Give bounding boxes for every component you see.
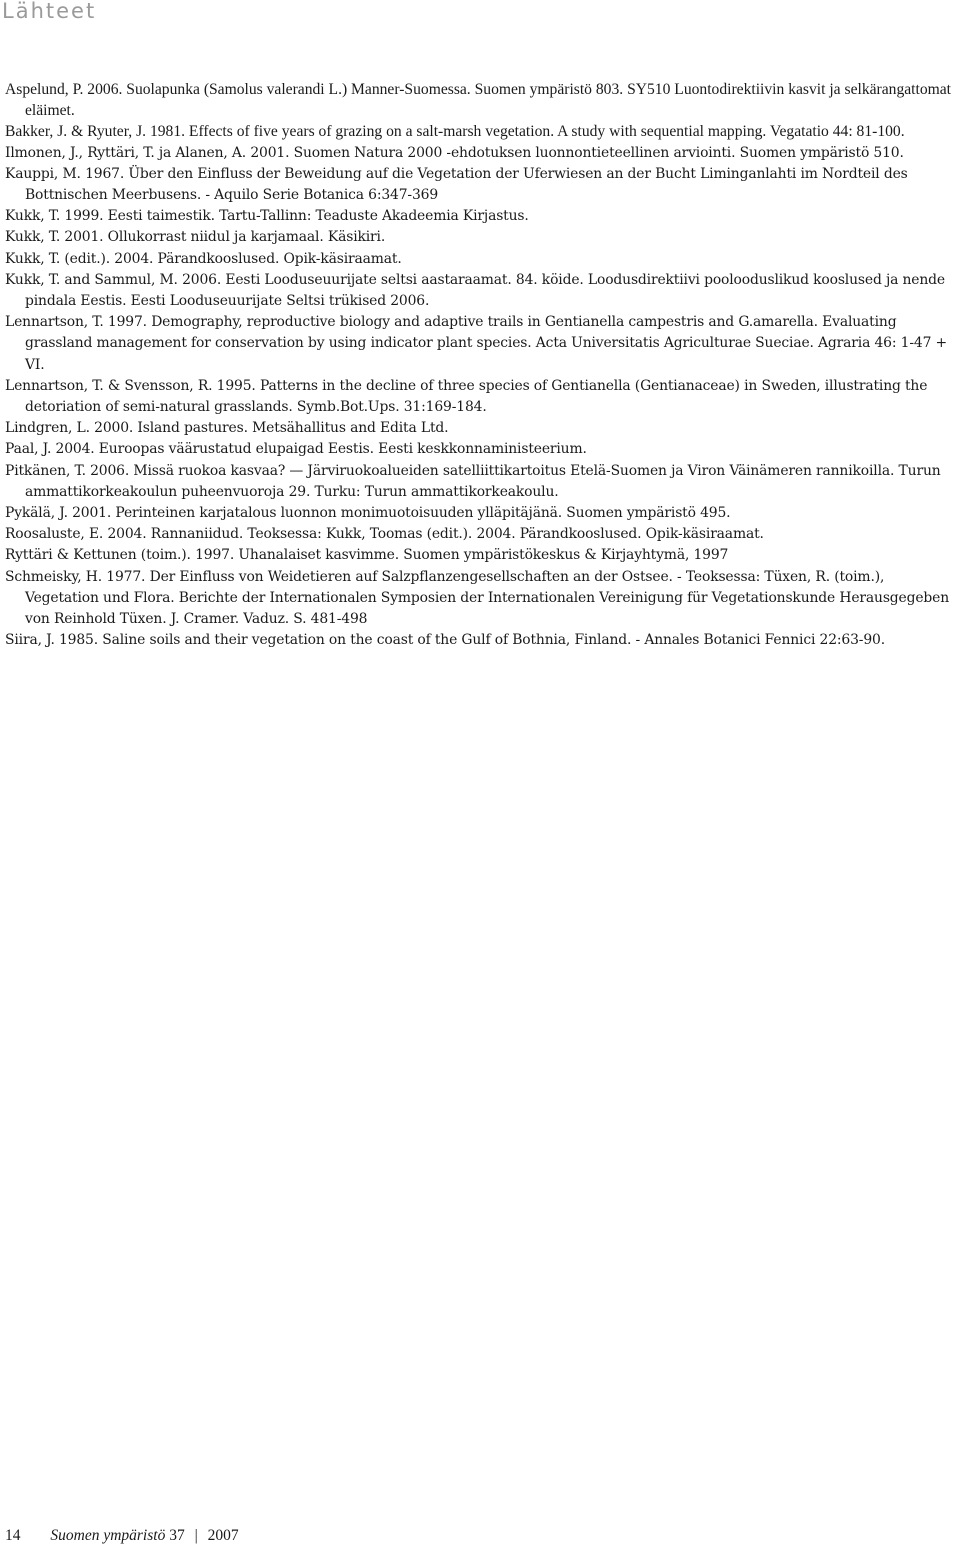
reference-item: Roosaluste, E. 2004. Rannaniidud. Teoksessa: Kukk, Toomas (edit.). 2004. Pärandkooslused. Opik-käsiraamat. (5, 526, 764, 543)
reference-item: Pitkänen, T. 2006. Missä ruokoa kasvaa? — Järviruokoalueiden satelliittikartoitus Etelä-Suomen ja Viron Väinämeren rannikoilla. Turun ammattikorkeakoulun puheenvuoroja 29. Turku: Turun ammattikorkeakoulu. (5, 462, 941, 500)
reference-item: Lindgren, L. 2000. Island pastures. Metsähallitus and Edita Ltd. (5, 420, 449, 437)
journal-year: 2007 (207, 1527, 239, 1544)
reference-item: Siira, J. 1985. Saline soils and their vegetation on the coast of the Gulf of Bothnia, Finland. - Annales Botanici Fennici 22:63-90. (5, 632, 885, 649)
reference-item: Ryttäri & Kettunen (toim.). 1997. Uhanalaiset kasvimme. Suomen ympäristökeskus & Kirjayhtymä, 1997 (5, 547, 729, 564)
reference-item: Lennartson, T. & Svensson, R. 1995. Patterns in the decline of three species of Gentianella (Gentianaceae) in Sweden, illustrating the detoriation of semi-natural grasslands. Symb.Bot.Ups. 31:169-184. (5, 377, 928, 416)
reference-item: Ilmonen, J., Ryttäri, T. ja Alanen, A. 2001. Suomen Natura 2000 -ehdotuksen luonnontieteellinen arviointi. Suomen ympäristö 510. (5, 144, 904, 161)
page-footer (5, 1527, 239, 1545)
page-number: 14 (5, 1527, 21, 1544)
reference-item: Kukk, T. 1999. Eesti taimestik. Tartu-Tallinn: Teaduste Akadeemia Kirjastus. (5, 208, 529, 225)
reference-item: Aspelund, P. 2006. Suolapunka (Samolus valerandi L.) Manner-Suomessa. Suomen ympäristö 803. SY510 Luontodirektiivin kasvit ja selkärangattomat eläimet. (5, 81, 952, 120)
footer-separator: | (194, 1527, 198, 1544)
journal-issue: 37 (169, 1527, 185, 1544)
reference-item: Kukk, T. and Sammul, M. 2006. Eesti Looduseuurijate seltsi aastaraamat. 84. köide. Loodusdirektiivi poolooduslikud kooslused ja nende pindala Eestis. Eesti Looduseuurijate Seltsi trükised 2006. (5, 271, 945, 310)
reference-item: Kukk, T. 2001. Ollukorrast niidul ja karjamaal. Käsikiri. (5, 229, 386, 246)
reference-item: Lennartson, T. 1997. Demography, reproductive biology and adaptive trails in Gentianella campestris and G.amarella. Evaluating grassland management for conservation by using indicator plant species. Acta Universitatis Agriculturae Sueciae. Agraria 46: 1-47 + VI. (5, 314, 948, 373)
reference-list (5, 79, 953, 651)
reference-item: Kukk, T. (edit.). 2004. Pärandkooslused. Opik-käsiraamat. (5, 250, 402, 267)
reference-item: Bakker, J. & Ryuter, J. 1981. Effects of five years of grazing on a salt-marsh vegetation. A study with sequential mapping. Vegatatio 44: 81-100. (5, 123, 905, 141)
reference-item: Pykälä, J. 2001. Perinteinen karjatalous luonnon monimuotoisuuden ylläpitäjänä. Suomen ympäristö 495. (5, 505, 731, 522)
reference-item: Schmeisky, H. 1977. Der Einfluss von Weidetieren auf Salzpflanzengesellschaften an der Ostsee. - Teoksessa: Tüxen, R. (toim.), Vegetation und Flora. Berichte der Internationalen Symposien der Internationalen Vereinigung für Vegetationskunde Herausgegeben von Reinhold Tüxen. J. Cramer. Vaduz. S. 481-498 (5, 568, 950, 628)
journal-name: Suomen ympäristö (50, 1527, 166, 1544)
page-heading: Lähteet (2, 0, 97, 23)
reference-item: Kauppi, M. 1967. Über den Einfluss der Beweidung auf die Vegetation der Uferwiesen an der Bucht Liminganlahti im Nordteil des Bottnischen Meerbusens. - Aquilo Serie Botanica 6:347-369 (5, 165, 908, 204)
reference-item: Paal, J. 2004. Euroopas väärustatud elupaigad Eestis. Eesti keskkonnaministeerium. (5, 441, 587, 458)
